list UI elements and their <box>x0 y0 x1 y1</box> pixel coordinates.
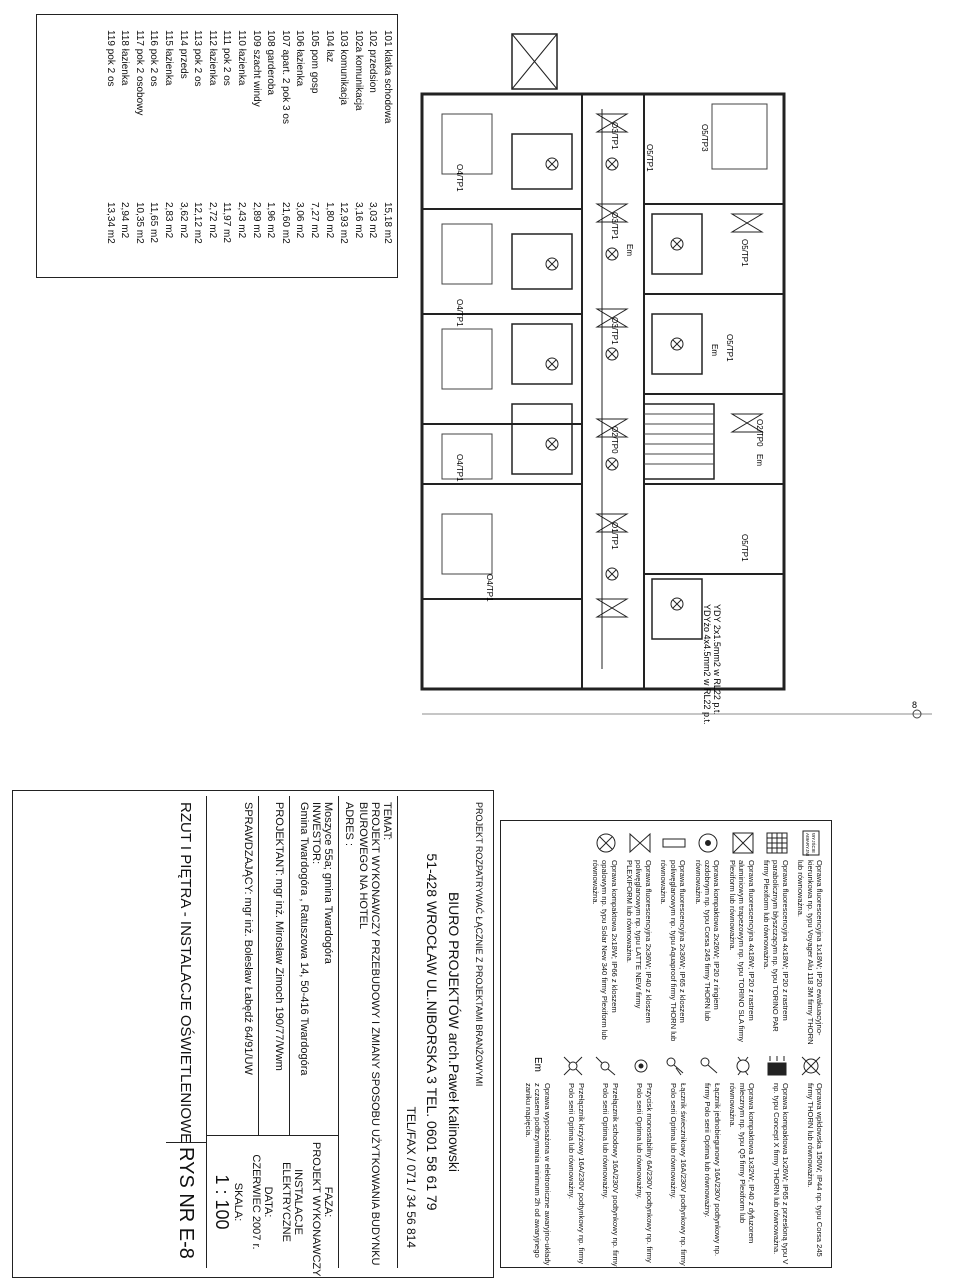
room-name: 108 garderoba <box>265 30 277 96</box>
office-phone: TEL/FAX / 071 / 34 56 814 <box>404 1106 418 1248</box>
room-row <box>379 30 394 270</box>
room-area: 12,12 m2 <box>192 202 204 244</box>
legend-symbol <box>693 830 721 860</box>
legend-item <box>728 1053 756 1268</box>
room-name: 111 pok 2 os <box>221 30 233 86</box>
room-row <box>306 30 321 270</box>
emergency-box-icon <box>798 830 824 856</box>
circuit-tag: O3/TP1 <box>610 212 619 240</box>
office-name: BIURO PROJEKTÓW arch.Paweł Kalinowski <box>446 891 462 1173</box>
investor: Gmina Twardogóra , Ratuszowa 14, 50-416 Twardogóra <box>298 802 310 1076</box>
legend-text: Przycisk monostabilny 6A/230V podtynkowy np. firmy Polo serii Optima lub równoważny. <box>635 1083 654 1263</box>
room-row <box>102 30 117 270</box>
subject-line-1: PROJEKT WYKONAWCZY PRZEBUDOWY I ZMIANY SPOSOBU UŻYTKOWANIA BUDYNKU <box>369 802 381 1266</box>
date-label: DATA: <box>262 1186 274 1218</box>
room-name: 116 pok 2 os <box>148 30 160 87</box>
room-name: 105 pom gosp <box>309 30 321 94</box>
coordination-note: PROJEKT ROZPATRYWAĆ ŁĄCZNIE Z PROJEKTAMI BRANŻOWYMI <box>474 802 484 1087</box>
room-area: 11,97 m2 <box>221 202 233 243</box>
switch-double-icon <box>662 1053 688 1079</box>
legend-text: Oprawa kompaktowa 1x26W; IP65 z przesłoną typu V np. typu Concept X firmy THORN lub równoważna. <box>771 1083 790 1265</box>
feed-note: YDY 2x1.5mm2 w RL22 p.t. <box>712 604 722 715</box>
room-row <box>175 30 190 270</box>
room-name: 110 łazienka <box>236 30 248 86</box>
legend-item <box>659 830 687 1045</box>
room-name: 103 komunikacja <box>338 30 350 106</box>
legend-item <box>796 830 824 1045</box>
room-row <box>321 30 336 270</box>
legend-item <box>626 1053 654 1268</box>
room-area: 7,27 m2 <box>309 202 321 239</box>
phase-label: FAZA: <box>322 1186 334 1218</box>
legend-item <box>762 830 790 1045</box>
circuit-tag: O5/TP1 <box>645 144 654 172</box>
circuit-tag: O4/TP1 <box>455 299 464 327</box>
floor-plan <box>412 14 942 794</box>
legend-text: Oprawa wyposażona w elektroniczne awaryjno-układy z czasem podtrzymania minimum 2h od awaryjnego zaniku napięcia. <box>523 1083 552 1266</box>
subject-label: TEMAT: <box>381 802 393 841</box>
room-row <box>248 30 263 270</box>
room-name: 102a komunikacja <box>352 30 364 111</box>
scale: 1 : 100 <box>212 1174 232 1230</box>
legend-symbol <box>728 1053 756 1083</box>
room-name: 112 łazienka <box>206 30 218 86</box>
em-label-icon <box>526 1053 552 1079</box>
drawing-title: RZUT I PIĘTRA - INSTALACJE OŚWIETLENIOWE <box>177 802 195 1144</box>
circuit-tag: Em <box>710 344 719 356</box>
room-area: 3,03 m2 <box>367 202 379 239</box>
room-name: 118 łazienka <box>119 30 131 86</box>
room-row <box>219 30 234 270</box>
legend-text: Oprawa fluorescencyjna 2x36W; IP65 z kloszem poliwęglanowym np. typu Aquaproof firmy THORN lub równoważna. <box>659 860 688 1042</box>
legend-symbol <box>592 1053 620 1083</box>
drawing-number: RYS NR E-8 <box>166 1142 206 1263</box>
address-label: ADRES : <box>343 802 355 847</box>
room-row <box>117 30 132 270</box>
room-area: 13,34 m2 <box>104 202 116 244</box>
room-area: 11,65 m2 <box>148 202 160 243</box>
spot-icon <box>764 1053 790 1079</box>
date: CZERWIEC 2007 r. <box>250 1154 262 1250</box>
room-row <box>233 30 248 270</box>
legend-item <box>625 830 653 1045</box>
legend-item <box>727 830 755 1045</box>
room-name: 117 pok 2 osobowy <box>133 30 145 116</box>
switch-single-icon <box>696 1053 722 1079</box>
room-area: 2,94 m2 <box>119 202 131 239</box>
circuit-tag: O3/TP1 <box>610 317 619 345</box>
feed-note: YDYżo 4x4.5mm2 w RL22 p.t. <box>702 604 712 725</box>
legend-symbol <box>626 1053 654 1083</box>
room-area: 21,60 m2 <box>279 202 291 244</box>
legend-text: Przełącznik schodowy 16A/230V podtynkowy np. firmy Polo serii Optima lub równoważny. <box>601 1083 620 1267</box>
legend-text: Oprawa fluorescencyjna 4x18W; IP20 z rastrem parabolicznym błyszczącym np. typu TORINO PAR firmy Plexiform lub równoważna. <box>761 860 790 1032</box>
legend-symbol <box>660 1053 688 1083</box>
designer: PROJEKTANT: mgr inż. Mirosław Zimoch 190/77/Wwm <box>273 802 285 1071</box>
room-row <box>204 30 219 270</box>
discipline-1: INSTALACJE <box>292 1169 304 1235</box>
title-block <box>18 796 488 1277</box>
staircase <box>644 404 714 479</box>
legend-item <box>694 1053 722 1268</box>
room-area: 1,80 m2 <box>323 202 335 239</box>
room-area: 12,93 m2 <box>338 202 350 244</box>
room-row <box>146 30 161 270</box>
circuit-tag: O2/TP0 <box>610 426 619 454</box>
legend-symbol <box>558 1053 586 1083</box>
room-area: 15,18 m2 <box>382 202 393 244</box>
circuit-tag: Em <box>755 454 764 466</box>
switch-cross-icon <box>560 1053 586 1079</box>
grid-luminaire-icon <box>764 830 790 856</box>
room-name: 119 pok 2 os <box>104 30 116 87</box>
wall-lamp-icon <box>730 1053 756 1079</box>
circuit-tag: O3/TP1 <box>610 122 619 150</box>
circuit-tag: O2/TP0 <box>755 419 764 447</box>
room-row <box>336 30 351 270</box>
room-name: 104 laz <box>323 30 335 63</box>
pushbutton-icon <box>628 1053 654 1079</box>
switch-stair-icon <box>594 1053 620 1079</box>
legend-text: Łącznik jednobiegunowy 16A/230V podtynkowy np. firmy Polo serii Optima lub równoważny. <box>703 1083 722 1257</box>
legend-text: Łącznik świecznikowy 16A/230V podtynkowy np. firmy Polo serii Optima lub równoważny. <box>669 1083 688 1266</box>
room-name: 109 szacht windy <box>250 30 262 107</box>
subject-line-2: BIUROWEGO NA HOTEL <box>357 802 369 930</box>
ring-dot-icon <box>695 830 721 856</box>
legend-symbol <box>762 1053 790 1083</box>
room-name: 106 łazienka <box>294 30 306 87</box>
discipline-2: ELEKTRYCZNE <box>280 1162 292 1242</box>
circuit-tag: Em <box>625 244 634 256</box>
room-row <box>365 30 380 270</box>
circuit-tag: O4/TP1 <box>455 454 464 482</box>
scale-label: SKALA: <box>232 1182 244 1222</box>
svg-text:Em: Em <box>531 1057 543 1072</box>
cross-box-icon <box>730 830 756 856</box>
room-area: 10,35 m2 <box>133 202 145 244</box>
room-area: 2,43 m2 <box>236 202 248 239</box>
room-row <box>161 30 176 270</box>
circuit-tag: O4/TP1 <box>485 574 494 602</box>
room-area: 2,83 m2 <box>163 202 175 239</box>
legend-item <box>762 1053 790 1268</box>
phase: PROJEKT WYKONAWCZY <box>310 1142 322 1277</box>
legend-text: Oprawa wpłdowska 150W; IP44 np. typu Corsa 245 firmy THORN lub równoważna. <box>805 1083 824 1257</box>
legend-symbol <box>659 830 687 860</box>
legend-symbol <box>591 830 619 860</box>
legend-text: Oprawa fluorescencyjna 1x18W; IP20 ewakuacyjno-kierunkowa np. typu Voyager Alu 118 3M firmy THORN lub równoważna. <box>796 860 824 1045</box>
grid-mark: 8 <box>912 700 918 710</box>
circuit-tag: O5/TP1 <box>740 534 749 562</box>
room-name: 107 apart. 2 pok 3 os <box>279 30 291 124</box>
legend-text: Oprawa fluorescencyjna 2x36W; IP40 z kloszem poliwęglanowym np. typu LATTE NEW firmy PLEXIFORM lub równoważna. <box>625 860 653 1023</box>
hourglass-luminaire-icon <box>627 830 653 856</box>
legend-symbol <box>796 830 824 860</box>
circuit-tag: O1/TP1 <box>610 522 619 550</box>
room-name: 101 klatka schodowa <box>382 30 393 124</box>
room-row <box>131 30 146 270</box>
legend-text: Oprawa kompaktowa 2x18W; IP66 z kloszem opalowym np. typu Solar New 340 firmy Plexiform lub równoważna. <box>590 860 619 1040</box>
legend-item <box>693 830 721 1045</box>
svg-text:AWARYJNE: AWARYJNE <box>805 833 810 856</box>
site-address: Moszyce 55a; gmina Twardogóra <box>322 802 334 964</box>
legend-item <box>660 1053 688 1268</box>
room-area: 2,72 m2 <box>206 202 218 239</box>
circuit-tag: O4/TP1 <box>455 164 464 192</box>
room-area: 3,16 m2 <box>352 202 364 239</box>
office-address: 51-428 WROCŁAW UL.NIBORSKA 3 TEL. 0601 58 61 79 <box>424 853 440 1211</box>
checker: SPRAWDZAJĄCY: mgr inż. Bolesław Łabędź 64/91/UW <box>242 802 254 1075</box>
svg-text:WYJŚCIE: WYJŚCIE <box>811 833 816 854</box>
circuit-tag: O5/TP1 <box>725 334 734 362</box>
legend-item <box>592 1053 620 1268</box>
legend-symbol <box>524 1053 552 1083</box>
legend-text: Oprawa kompaktowa 1x32W; IP40 z dyfuzorem mlecznym np. typu Q5 firmy Plexiform lub równoważna. <box>728 1083 756 1244</box>
legend-text: Oprawa fluorescencyjna 4x18W; IP20 z rastrem aluminiowym trapezowym np. typu TORINO SLA firmy Plexiform lub równoważna. <box>727 860 756 1043</box>
legend-item <box>590 830 618 1045</box>
legend-symbol <box>728 830 756 860</box>
room-row <box>263 30 278 270</box>
investor-label: INWESTOR: <box>310 802 322 865</box>
bar-luminaire-icon <box>661 830 687 856</box>
legend-symbol <box>762 830 790 860</box>
legend-text: Oprawa kompaktowa 2x26W; IP20 z ringiem ozdobnym np. typu Corsa 245 firmy THORN lub równoważna. <box>693 860 722 1022</box>
legend-text: Przełącznik krzyżowy 16A/230V podtynkowy np. firmy Polo serii Optima lub równoważny. <box>567 1083 586 1265</box>
room-area: 1,96 m2 <box>265 202 277 239</box>
room-row <box>190 30 205 270</box>
legend-symbol <box>625 830 653 860</box>
room-schedule <box>102 30 394 270</box>
legend-symbol <box>796 1053 824 1083</box>
room-area: 3,06 m2 <box>294 202 306 239</box>
room-name: 115 łazienka <box>163 30 175 86</box>
legend-item <box>558 1053 586 1268</box>
circuit-tag: O5/TP1 <box>740 239 749 267</box>
legend-item <box>524 1053 552 1268</box>
legend-symbol <box>694 1053 722 1083</box>
room-row <box>292 30 307 270</box>
room-name: 102 przedsion <box>367 30 379 93</box>
room-name: 113 pok 2 os <box>192 30 204 87</box>
circle-cross-icon <box>593 830 619 856</box>
room-name: 114 przeds <box>177 30 189 79</box>
downlight-icon <box>798 1053 824 1079</box>
legend <box>508 826 828 1267</box>
circuit-tag: O5/TP3 <box>700 124 709 152</box>
room-row <box>277 30 292 270</box>
legend-item <box>796 1053 824 1268</box>
room-row <box>350 30 365 270</box>
room-area: 3,62 m2 <box>177 202 189 239</box>
room-area: 2,89 m2 <box>250 202 262 239</box>
